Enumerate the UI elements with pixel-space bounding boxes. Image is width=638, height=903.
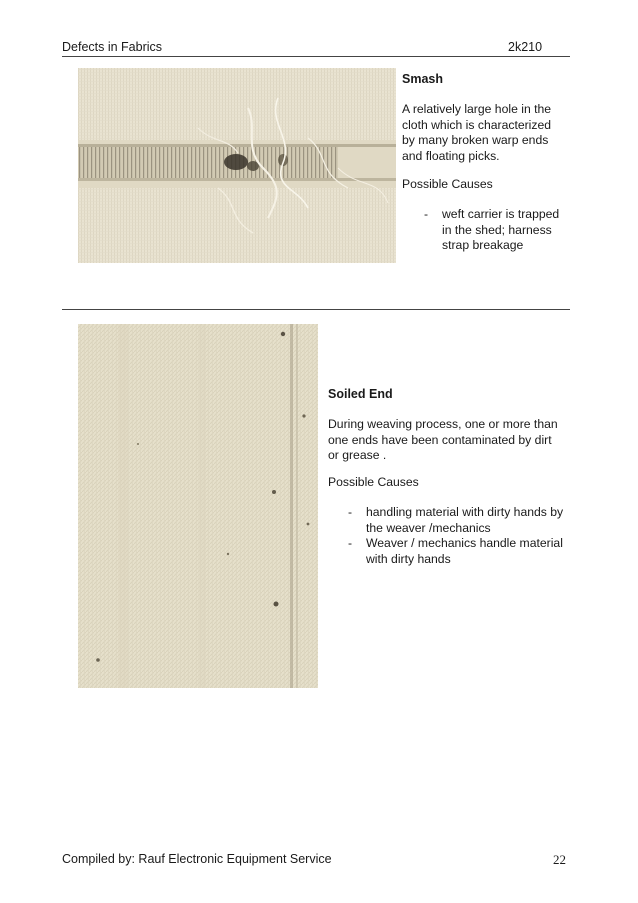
smash-fabric-image — [78, 68, 396, 263]
header-title: Defects in Fabrics — [62, 40, 163, 54]
page-number: 22 — [553, 852, 566, 867]
soiled-end-fabric-image — [78, 324, 318, 688]
section-description-smash: A relatively large hole in the cloth which is characterized by many broken warp ends and floating picks. — [402, 102, 552, 163]
header-code: 2k210 — [508, 40, 543, 54]
section-title-smash: Smash — [402, 72, 443, 86]
causes-label-soiled-end: Possible Causes — [328, 475, 419, 489]
list-item: - weft carrier is trapped in the shed; harness strap breakage — [424, 207, 560, 252]
header-rule — [62, 56, 570, 57]
causes-list-smash — [424, 207, 570, 254]
cause-text: Weaver / mechanics handle material with dirty hands — [366, 536, 563, 566]
section-description-soiled-end: During weaving process, one or more than one ends have been contaminated by dirt or grease . — [328, 417, 558, 462]
list-item: - handling material with dirty hands by the weaver /mechanics — [348, 505, 564, 535]
footer-credit: Compiled by: Rauf Electronic Equipment Service — [62, 852, 332, 866]
section-title-soiled-end: Soiled End — [328, 387, 393, 401]
cause-text: handling material with dirty hands by the weaver /mechanics — [366, 505, 564, 535]
causes-list-soiled-end — [348, 505, 570, 567]
causes-label-smash: Possible Causes — [402, 177, 493, 191]
cause-text: weft carrier is trapped in the shed; harness strap breakage — [442, 207, 560, 252]
list-item: - Weaver / mechanics handle material with dirty hands — [348, 536, 563, 566]
section-divider — [62, 309, 570, 310]
